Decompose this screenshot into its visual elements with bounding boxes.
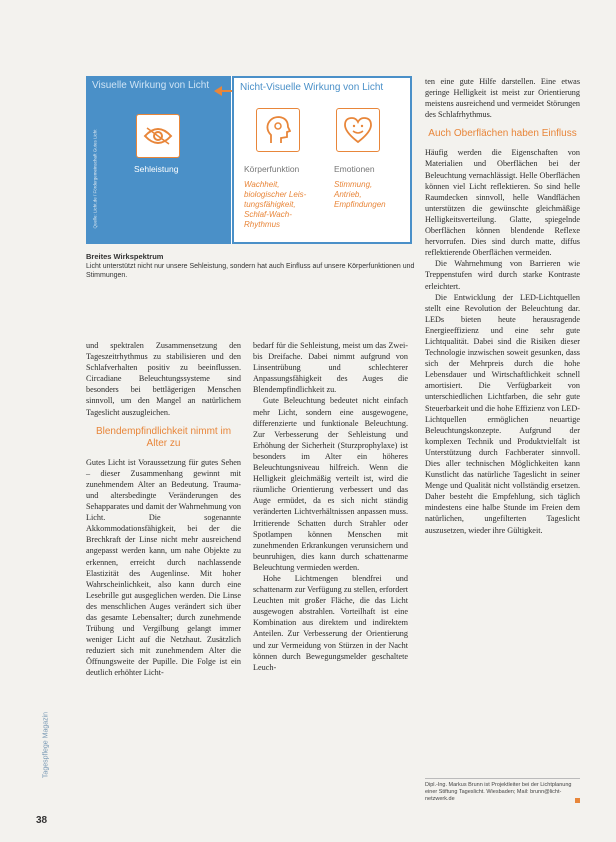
figure-item-label: Sehleistung — [134, 164, 179, 174]
figure-title-right: Nicht-Visuelle Wirkung von Licht — [240, 82, 384, 93]
heart-smile-icon — [336, 108, 380, 152]
figure-title-left: Visuelle Wirkung von Licht — [92, 80, 210, 91]
figure-caption — [86, 252, 416, 281]
figure-source-label: Quelle: Licht.de / Fördergemeinschaft Gutes Licht — [92, 128, 98, 229]
bio-divider — [425, 778, 580, 779]
paragraph: Gute Beleuchtung bedeutet nicht einfach mehr Licht, sondern eine ausgewogene, differenzierte und funktionale Beleuchtung. Zur Verbesserung der Sehleistung und Erhöhung der Sicherheit (Sturzprophylaxe) ist besonders im Alter ein höheres Beleuchtungsniveau hilfreich. Wenn die Helligkeit gleichmäßig verteilt ist, wird die räumliche Orientierung verbessert und das Auge ermüdet, da es sich nicht ständig veränderten Lichtverhältnissen anpassen muss. Irritierende Schatten durch Strahler oder Spotlampen können Menschen mit zunehmenden Erkrankungen verunsichern und beunruhigen, dies kann durch schattenarme Beleuchtung vermieden werden. — [253, 396, 408, 572]
figure-item-text: Stimmung, Antrieb, Empfindungen — [334, 180, 386, 209]
figure-item-label: Emotionen — [334, 164, 375, 174]
author-bio: Dipl.-Ing. Markus Brunn ist Projektleiter bei der Lichtplanung einer Stiftung Tageslicht. Wiesbaden; Mail: brunn@licht-netzwerk.de — [425, 782, 580, 803]
paragraph: Die Entwicklung der LED-Lichtquellen stellt eine Revolution der Beleuchtung dar. LEDs bieten heute herausragende Energieeffizienz und eine sehr gute Lichtqualität. Dabei sind die Risiken dieser Technologie inzwischen soweit gesunken, dass sich der Mehrpreis durch die hohe Lebensdauer und Wirtschaftlichkeit schnell amortisiert. Die Verfügbarkeit von unterschiedlichen Lichtfarben, die sehr gute Steuerbarkeit und die hohe Effizienz von LED-Lichtquellen ermöglichen neuartige Beleuchtungskonzepte. Aufgrund der komplexen Technik und Produktvielfalt ist Unterstützung durch Fachberater sinnvoll. Dies aller technischen Möglichkeiten kann Kunstlicht das natürliche Tageslicht in seiner Menge und Qualität nicht vollständig ersetzen. Daher besteht die Empfehlung, sich täglich mindestens eine halbe Stunde im Freien dem natürlichen, ungefilterten Tageslicht auszusetzen, wieder ihre Gültigkeit. — [425, 292, 580, 535]
caption-title: Breites Wirkspektrum — [86, 252, 164, 261]
paragraph: Häufig werden die Eigenschaften von Materialien und Oberflächen bei der Beleuchtung vernachlässigt. Helle Oberflächen können viel Licht reflektieren. So sind helle Raumdecken sinnvoll, helle Wandflächen unterstützen die gewünschte gleichmäßige Helligkeitsverteilung. Glatte, spiegelnde Oberflächen können blendende Reflexe hervorrufen. Dies sind durch matte, diffus reflektierende Oberflächen vermeiden. — [425, 148, 580, 258]
non-visual-effect-panel — [232, 76, 412, 244]
figure-item-label: Körperfunktion — [244, 164, 300, 174]
text-column-1 — [86, 340, 241, 679]
section-heading: Auch Oberflächen haben Einfluss — [428, 128, 577, 140]
head-icon — [256, 108, 300, 152]
eye-icon — [136, 114, 180, 158]
caption-text: Licht unterstützt nicht nur unsere Sehleistung, sondern hat auch Einfluss auf unsere Körperfunktionen und Stimmungen. — [86, 262, 415, 279]
paragraph: ten eine gute Hilfe darstellen. Eine etwas geringe Helligkeit ist meist zur Orientierung meistens ausreichend und vermeidet Störungen des Schlafrhythmus. — [425, 77, 580, 120]
visual-effect-panel — [86, 76, 231, 244]
figure-light-effects — [86, 76, 412, 244]
paragraph: Die Wahrnehmung von Barrieren wie Treppenstufen wird durch starke Kontraste erleichtert. — [425, 259, 580, 291]
figure-item-text: Wachheit, biologischer Leis- tungsfähigkeit, Schlaf-Wach- Rhythmus — [244, 180, 307, 229]
magazine-side-label: Tagespflege Magazin — [42, 711, 50, 779]
paragraph: bedarf für die Sehleistung, meist um das Zwei- bis Dreifache. Dabei nimmt aufgrund von Linsentrübung und schlechterer Anpassungsfähigkeit des Auges die Blendempfindlichkeit zu. — [253, 341, 408, 395]
text-column-2 — [253, 340, 408, 673]
paragraph: und spektralen Zusammensetzung den Tageszeitrhythmus zu stabilisieren und den Schlafverhalten positiv zu beeinflussen. Circadiane Beleuchtungssysteme sind besonders bei bettlägerigen Menschen sinnvoll, um den Mangel an natürlichem Tageslicht auszugleichen. — [86, 341, 241, 417]
text-column-3 — [425, 76, 580, 536]
page-number: 38 — [36, 815, 48, 826]
paragraph: Hohe Lichtmengen blendfrei und schattenarm zur Verfügung zu stellen, erfordert Leuchten mit großer Fläche, die das Licht ausgewogen abstrahlen. Vorteilhaft ist eine Kombination aus direktem und indirektem Anteilen. Zur Verbesserung der Orientierung und zur Vermeidung von Stürzen in der Nacht können durch Bewegungsmelder geschaltete Leuch- — [253, 573, 408, 672]
section-heading: Blendempfindlichkeit nimmt im Alter zu — [95, 425, 232, 449]
end-mark — [575, 798, 580, 803]
paragraph: Gutes Licht ist Voraussetzung für gutes Sehen – dieser Zusammenhang gewinnt mit zunehmendem Alter an Bedeutung. Trauma- und altersbedingte Veränderungen des Sehapparates und damit der Wahrnehmung von Licht. Die sogenannte Akkommodationsfähigkeit, bei der die Brechkraft der Linse nicht mehr ausreichend angepasst werden kann, um nahe Objekte zu erkennen, erreicht durch nachlassende Elastizität des Augenlinse. Mit hoher Wahrscheinlichkeit, also kann durch eine Lesebrille gut ausgeglichen werden. Die Linse des menschlichen Auges verändert sich über das gesamte Lebensalter; durch zunehmende Trübung und Vergilbung gelangt immer weniger Licht auf die Netzhaut. Zusätzlich reduziert sich mit zunehmendem Alter die Öffnungsweite der Pupille. Die Folge ist ein deutlich erhöhter Licht- — [86, 457, 241, 678]
